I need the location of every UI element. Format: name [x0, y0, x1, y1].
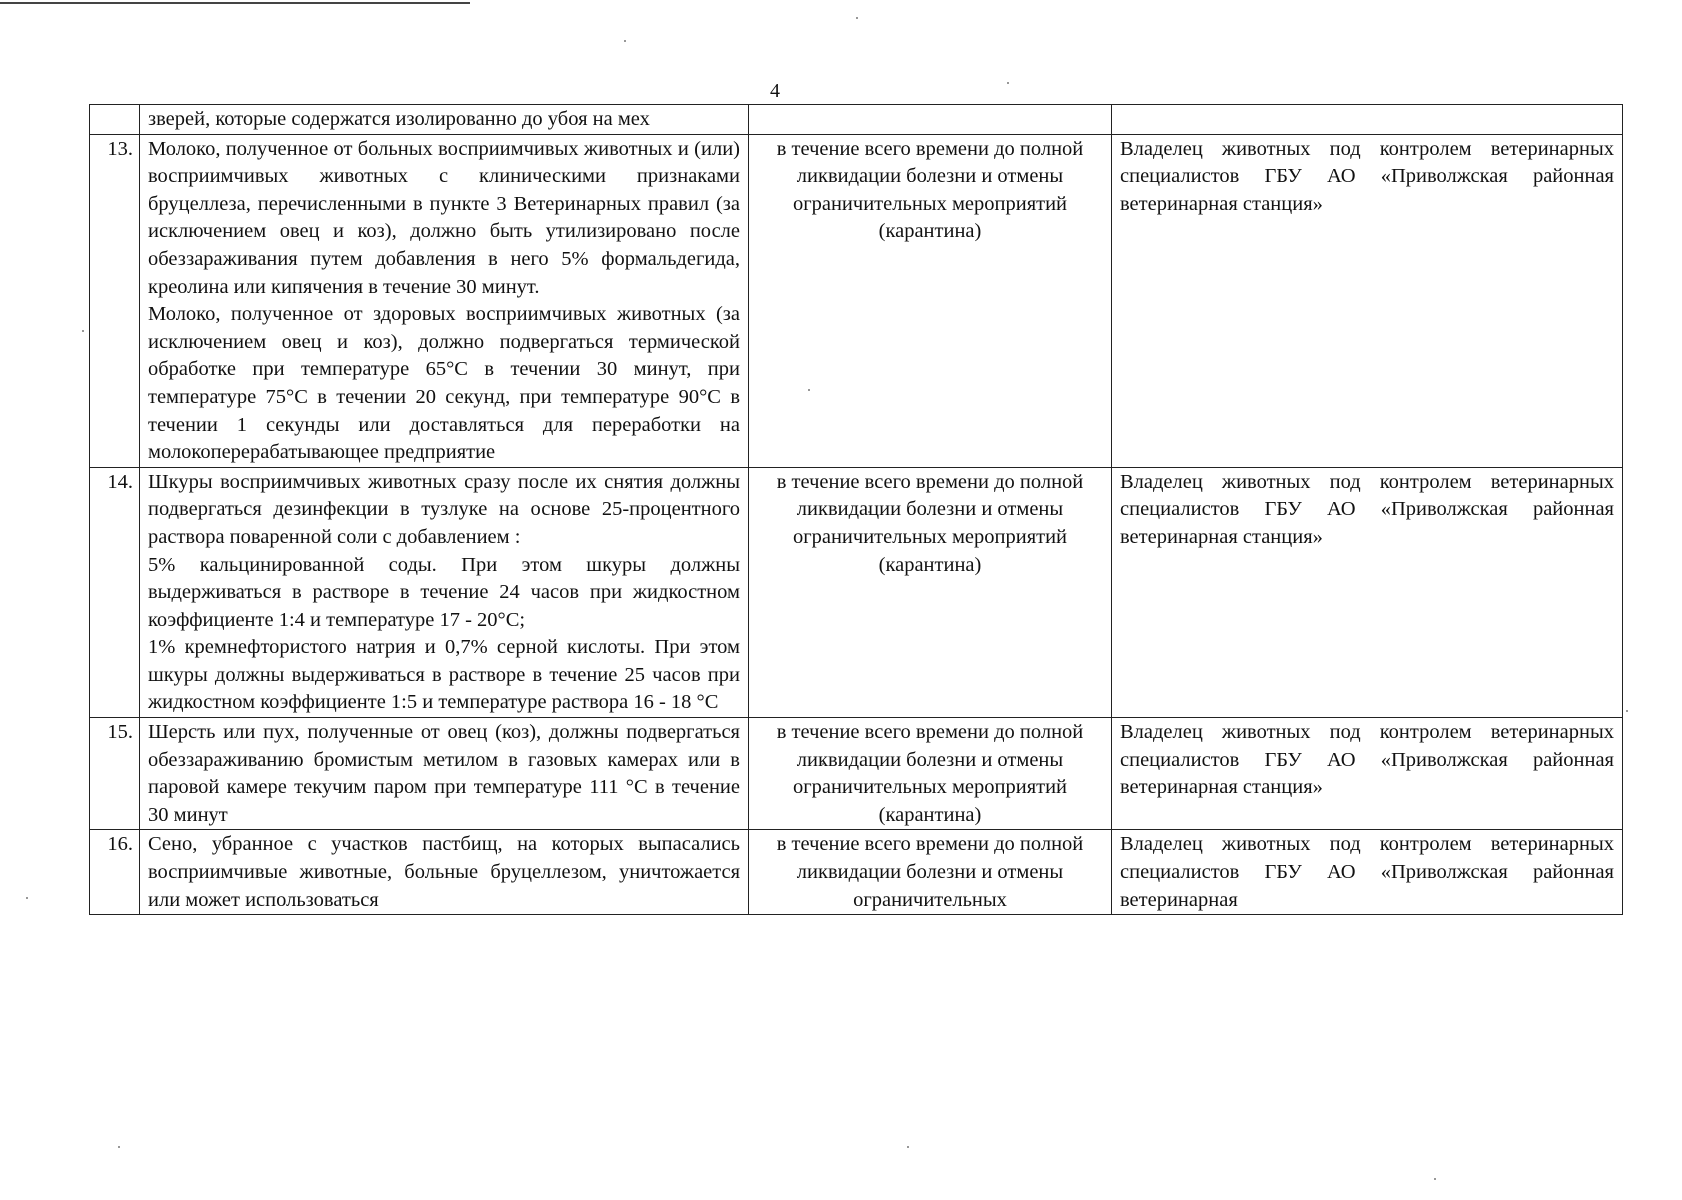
measures-table	[89, 104, 1623, 915]
description-paragraph: 1% кремнефтористого натрия и 0,7% серной кислоты. При этом шкуры должны выдерживаться в растворе в течение 25 часов при жидкостном коэффициенте 1:5 и температуре раствора 16 - 18 °С	[148, 636, 740, 714]
measure-description	[140, 718, 749, 830]
measure-responsible: Владелец животных под контролем ветеринарных специалистов ГБУ АО «Приволжская районная ветеринарная станция»	[1112, 134, 1623, 467]
measure-term: в течение всего времени до полной ликвидации болезни и отмены ограничительных мероприятий (карантина)	[749, 134, 1112, 467]
row-number: 15.	[90, 718, 140, 830]
description-paragraph: Шкуры восприимчивых животных сразу после их снятия должны подвергаться дезинфекции в тузлуке на основе 25-процентного раствора поваренной соли с добавлением :	[148, 470, 740, 548]
row-number: 14.	[90, 467, 140, 717]
scan-speck	[82, 330, 84, 332]
scan-speck	[1434, 1178, 1436, 1180]
scan-speck	[118, 1146, 120, 1148]
measure-responsible: Владелец животных под контролем ветеринарных специалистов ГБУ АО «Приволжская районная ветеринарная станция»	[1112, 467, 1623, 717]
scan-edge-line	[0, 2, 470, 4]
scan-speck	[26, 897, 28, 899]
description-paragraph: Шерсть или пух, полученные от овец (коз), должны подвергаться обеззараживанию бромистым метилом в газовых камерах или в паровой камере текучим паром при температуре 111 °С в течение 30 минут	[148, 721, 740, 826]
measure-term	[749, 105, 1112, 135]
measure-responsible: Владелец животных под контролем ветеринарных специалистов ГБУ АО «Приволжская районная ветеринарная станция»	[1112, 718, 1623, 830]
scan-speck	[1626, 710, 1628, 712]
description-paragraph: Молоко, полученное от здоровых восприимчивых животных (за исключением овец и коз), должно подвергаться термической обработке при температуре 65°С в течении 30 минут, при температуре 75°С в течении 20 секунд, при температуре 90°С в течении 1 секунды или доставляться для переработки на молокоперерабатывающее предприятие	[148, 303, 740, 464]
scan-speck	[624, 40, 626, 42]
description-paragraph: зверей, которые содержатся изолированно до убоя на мех	[148, 108, 650, 130]
measure-term: в течение всего времени до полной ликвидации болезни и отмены ограничительных мероприятий (карантина)	[749, 718, 1112, 830]
description-paragraph: 5% кальцинированной соды. При этом шкуры должны выдерживаться в растворе в течение 24 часов при жидкостном коэффициенте 1:4 и температуре 17 - 20°С;	[148, 553, 740, 631]
table-row	[90, 105, 1623, 135]
row-number	[90, 105, 140, 135]
row-number: 13.	[90, 134, 140, 467]
row-number: 16.	[90, 830, 140, 915]
scan-speck	[907, 1146, 909, 1148]
measure-description	[140, 467, 749, 717]
measure-term: в течение всего времени до полной ликвидации болезни и отмены ограничительных	[749, 830, 1112, 915]
table-row	[90, 830, 1623, 915]
page-number: 4	[770, 80, 780, 102]
description-paragraph: Молоко, полученное от больных восприимчивых животных и (или) восприимчивых животных с клиническими признаками бруцеллеза, перечисленными в пункте 3 Ветеринарных правил (за исключением овец и коз), должно быть утилизировано после обеззараживания путем добавления в него 5% формальдегида, креолина или кипячения в течение 30 минут.	[148, 137, 740, 298]
measure-term: в течение всего времени до полной ликвидации болезни и отмены ограничительных мероприятий (карантина)	[749, 467, 1112, 717]
table-row	[90, 718, 1623, 830]
description-paragraph: Сено, убранное с участков пастбищ, на которых выпасались восприимчивые животные, больные бруцеллезом, уничтожается или может использоваться	[148, 833, 740, 911]
measure-responsible: Владелец животных под контролем ветеринарных специалистов ГБУ АО «Приволжская районная ветеринарная	[1112, 830, 1623, 915]
measure-description	[140, 830, 749, 915]
measure-responsible	[1112, 105, 1623, 135]
measure-description	[140, 134, 749, 467]
table-row	[90, 134, 1623, 467]
measure-description	[140, 105, 749, 135]
scan-speck	[856, 17, 858, 19]
table-row	[90, 467, 1623, 717]
